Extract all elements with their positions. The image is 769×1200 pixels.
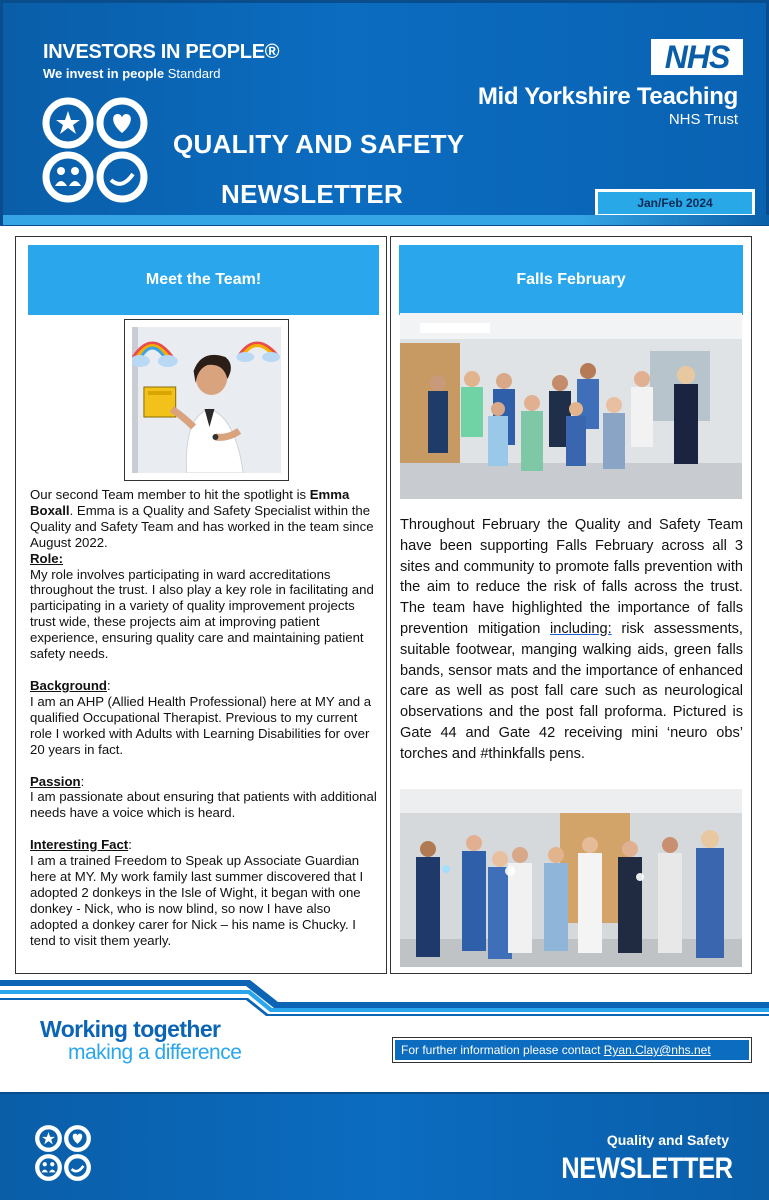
role-label: Role: bbox=[30, 550, 63, 566]
falls-text-2: risk assessments, suitable footwear, manging walking aids, green falls bands, sensor mats and the importance of enhanced care as well as post fall care such as neurological observations and the post fall proforma. Pictured is Gate 44 and Gate 42 receiving mini ‘neuro obs’ torches and #thinkfalls pens. bbox=[400, 620, 743, 762]
background-text: I am an AHP (Allied Health Professional) here at MY and a qualified Occupational Therapist. Previous to my current role I worked with Adults with Learning Disabilities for over 20 years in fact. bbox=[30, 693, 372, 757]
iip-tagline bbox=[43, 66, 279, 81]
trust-name: Mid Yorkshire Teaching bbox=[477, 83, 738, 110]
slogan-working-together: Working together bbox=[40, 1016, 221, 1042]
intro-text-1: Our second Team member to hit the spotlight is bbox=[30, 487, 310, 502]
people-icon bbox=[55, 167, 81, 186]
falls-february-heading: Falls February bbox=[399, 245, 743, 315]
passion-label: Passion bbox=[30, 773, 81, 789]
header-stripe bbox=[3, 215, 769, 225]
contact-box bbox=[392, 1037, 752, 1063]
fact-section: Interesting Fact: bbox=[30, 837, 132, 853]
fact-label: Interesting Fact bbox=[30, 837, 129, 853]
falls-text-including: including: bbox=[550, 620, 612, 637]
meet-the-team-text bbox=[30, 487, 380, 949]
fact-text: I am a trained Freedom to Speak up Associate Guardian here at MY. My work family last summer discovered that I adopted 2 donkeys in the Isle of Wight, it began with one donkey - Nick, who is now blind, so now I have also adopted a donkey carer for Nick – his name is Chucky. I tend to visit them yearly. bbox=[30, 853, 364, 948]
newsletter-header bbox=[0, 0, 769, 226]
banner-quality-label: Quality and Safety bbox=[606, 1132, 729, 1148]
iip-title: INVESTORS IN PEOPLE® bbox=[43, 41, 280, 63]
footer-swoosh-stripes bbox=[0, 978, 769, 1018]
intro-paragraph bbox=[30, 487, 380, 551]
nhs-logo: NHS bbox=[651, 39, 743, 75]
background-section: Background: bbox=[30, 677, 111, 693]
star-icon bbox=[56, 111, 80, 134]
values-chain-logo-icon bbox=[41, 96, 149, 204]
newsletter-title-line1: QUALITY AND SAFETY bbox=[173, 129, 465, 159]
background-label: Background bbox=[30, 677, 107, 693]
role-text: My role involves participating in ward accreditations throughout the trust. I also play a key role in facilitating and participating in a variety of quality improvement projects trust wide, these projects aim at improving patient experience, ensuring quality care and maintaining patient safety needs. bbox=[30, 566, 374, 662]
meet-the-team-column bbox=[15, 236, 387, 974]
smile-arrow-icon bbox=[111, 174, 133, 184]
values-chain-small-logo-icon bbox=[34, 1124, 92, 1182]
falls-february-text bbox=[400, 515, 743, 765]
gate-44-42-team-photo bbox=[400, 789, 742, 967]
heart-icon bbox=[113, 114, 131, 133]
trust-subtitle: NHS Trust bbox=[668, 111, 738, 128]
falls-team-group-photo bbox=[400, 313, 742, 499]
banner-newsletter-title: NEWSLETTER bbox=[561, 1152, 733, 1185]
emma-boxall-photo bbox=[132, 327, 281, 473]
investors-in-people-logo bbox=[43, 41, 279, 81]
passion-section: Passion: bbox=[30, 773, 85, 789]
intro-text-2: . Emma is a Quality and Safety Specialist within the Quality and Safety Team and has worked in the team since August 2022. bbox=[30, 502, 374, 550]
meet-the-team-heading: Meet the Team! bbox=[28, 245, 379, 315]
slogan-making-difference: making a difference bbox=[68, 1041, 242, 1064]
iip-tagline-bold: We invest in people bbox=[43, 66, 165, 81]
emma-photo-frame bbox=[124, 319, 289, 481]
falls-february-column bbox=[390, 236, 752, 974]
newsletter-title-line2: NEWSLETTER bbox=[221, 179, 404, 209]
falls-text-1: Throughout February the Quality and Safety Team have been supporting Falls February across all 3 sites and community to promote falls prevention with the aim to reduce the risk of falls across the trust. The team have highlighted the importance of falls prevention mitigation bbox=[400, 517, 743, 637]
iip-tagline-rest: Standard bbox=[167, 66, 221, 81]
contact-text: For further information please contact bbox=[401, 1043, 604, 1057]
issue-date: Jan/Feb 2024 bbox=[598, 192, 752, 214]
bottom-banner bbox=[0, 1092, 769, 1200]
contact-email-link[interactable]: Ryan.Clay@nhs.net bbox=[603, 1043, 711, 1057]
issue-date-box bbox=[595, 189, 755, 217]
passion-text: I am passionate about ensuring that patients with additional needs have a voice which is heard. bbox=[30, 789, 377, 821]
team-member-name: Emma Boxall bbox=[30, 487, 350, 518]
contact-info bbox=[395, 1040, 749, 1060]
